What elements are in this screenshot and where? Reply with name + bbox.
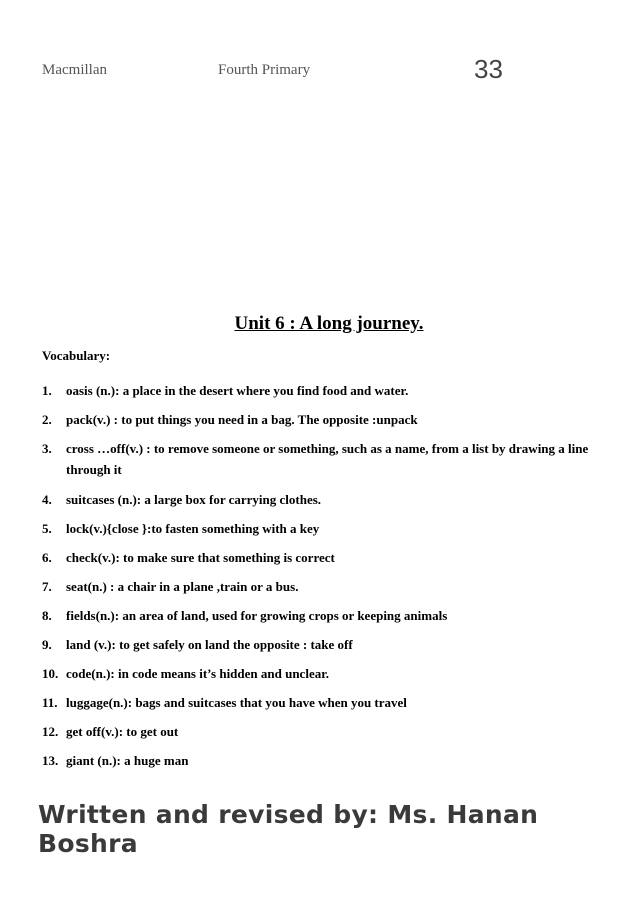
page-header (0, 56, 638, 86)
vocabulary-list (42, 380, 602, 779)
list-item (42, 750, 602, 771)
item-text: cross …off(v.) : to remove someone or something, such as a name, from a list by drawing a line through it (66, 441, 589, 477)
list-item (42, 721, 602, 742)
item-text: suitcases (n.): a large box for carrying clothes. (66, 492, 322, 507)
list-item (42, 489, 602, 510)
item-text: code(n.): in code means it’s hidden and unclear. (66, 666, 330, 681)
item-text: land (v.): to get safely on land the opposite : take off (66, 637, 353, 652)
item-number: 12. (42, 724, 59, 739)
item-text: fields(n.): an area of land, used for growing crops or keeping animals (66, 608, 448, 623)
list-item (42, 547, 602, 568)
item-number: 8. (42, 608, 52, 623)
item-number: 4. (42, 492, 52, 507)
list-item (42, 518, 602, 539)
publisher-name: Macmillan (42, 62, 107, 78)
author-credit: Written and revised by: Ms. Hanan Boshra (38, 800, 539, 858)
item-text: pack(v.) : to put things you need in a bag. The opposite :unpack (66, 412, 418, 427)
item-text: oasis (n.): a place in the desert where you find food and water. (66, 383, 409, 398)
item-number: 3. (42, 441, 52, 456)
item-number: 5. (42, 521, 52, 536)
item-text: check(v.): to make sure that something is correct (66, 550, 335, 565)
item-number: 2. (42, 412, 52, 427)
item-text: luggage(n.): bags and suitcases that you have when you travel (66, 695, 407, 710)
list-item (42, 634, 602, 655)
grade-label: Fourth Primary (218, 62, 311, 78)
unit-title-text: Unit 6 : A long journey. (234, 313, 424, 334)
page-number: 33 (474, 54, 503, 84)
item-number: 11. (42, 695, 58, 710)
item-text: lock(v.){close }:to fasten something with a key (66, 521, 320, 536)
unit-title (0, 313, 638, 335)
vocabulary-heading: Vocabulary: (42, 348, 111, 363)
list-item (42, 409, 602, 430)
item-number: 1. (42, 383, 52, 398)
list-item (42, 380, 602, 401)
item-number: 7. (42, 579, 52, 594)
list-item (42, 438, 602, 480)
list-item (42, 692, 602, 713)
item-number: 13. (42, 753, 59, 768)
item-text: giant (n.): a huge man (66, 753, 189, 768)
list-item (42, 663, 602, 684)
item-text: get off(v.): to get out (66, 724, 179, 739)
item-number: 9. (42, 637, 52, 652)
list-item (42, 605, 602, 626)
item-text: seat(n.) : a chair in a plane ,train or a bus. (66, 579, 299, 594)
item-number: 6. (42, 550, 52, 565)
list-item (42, 576, 602, 597)
item-number: 10. (42, 666, 59, 681)
